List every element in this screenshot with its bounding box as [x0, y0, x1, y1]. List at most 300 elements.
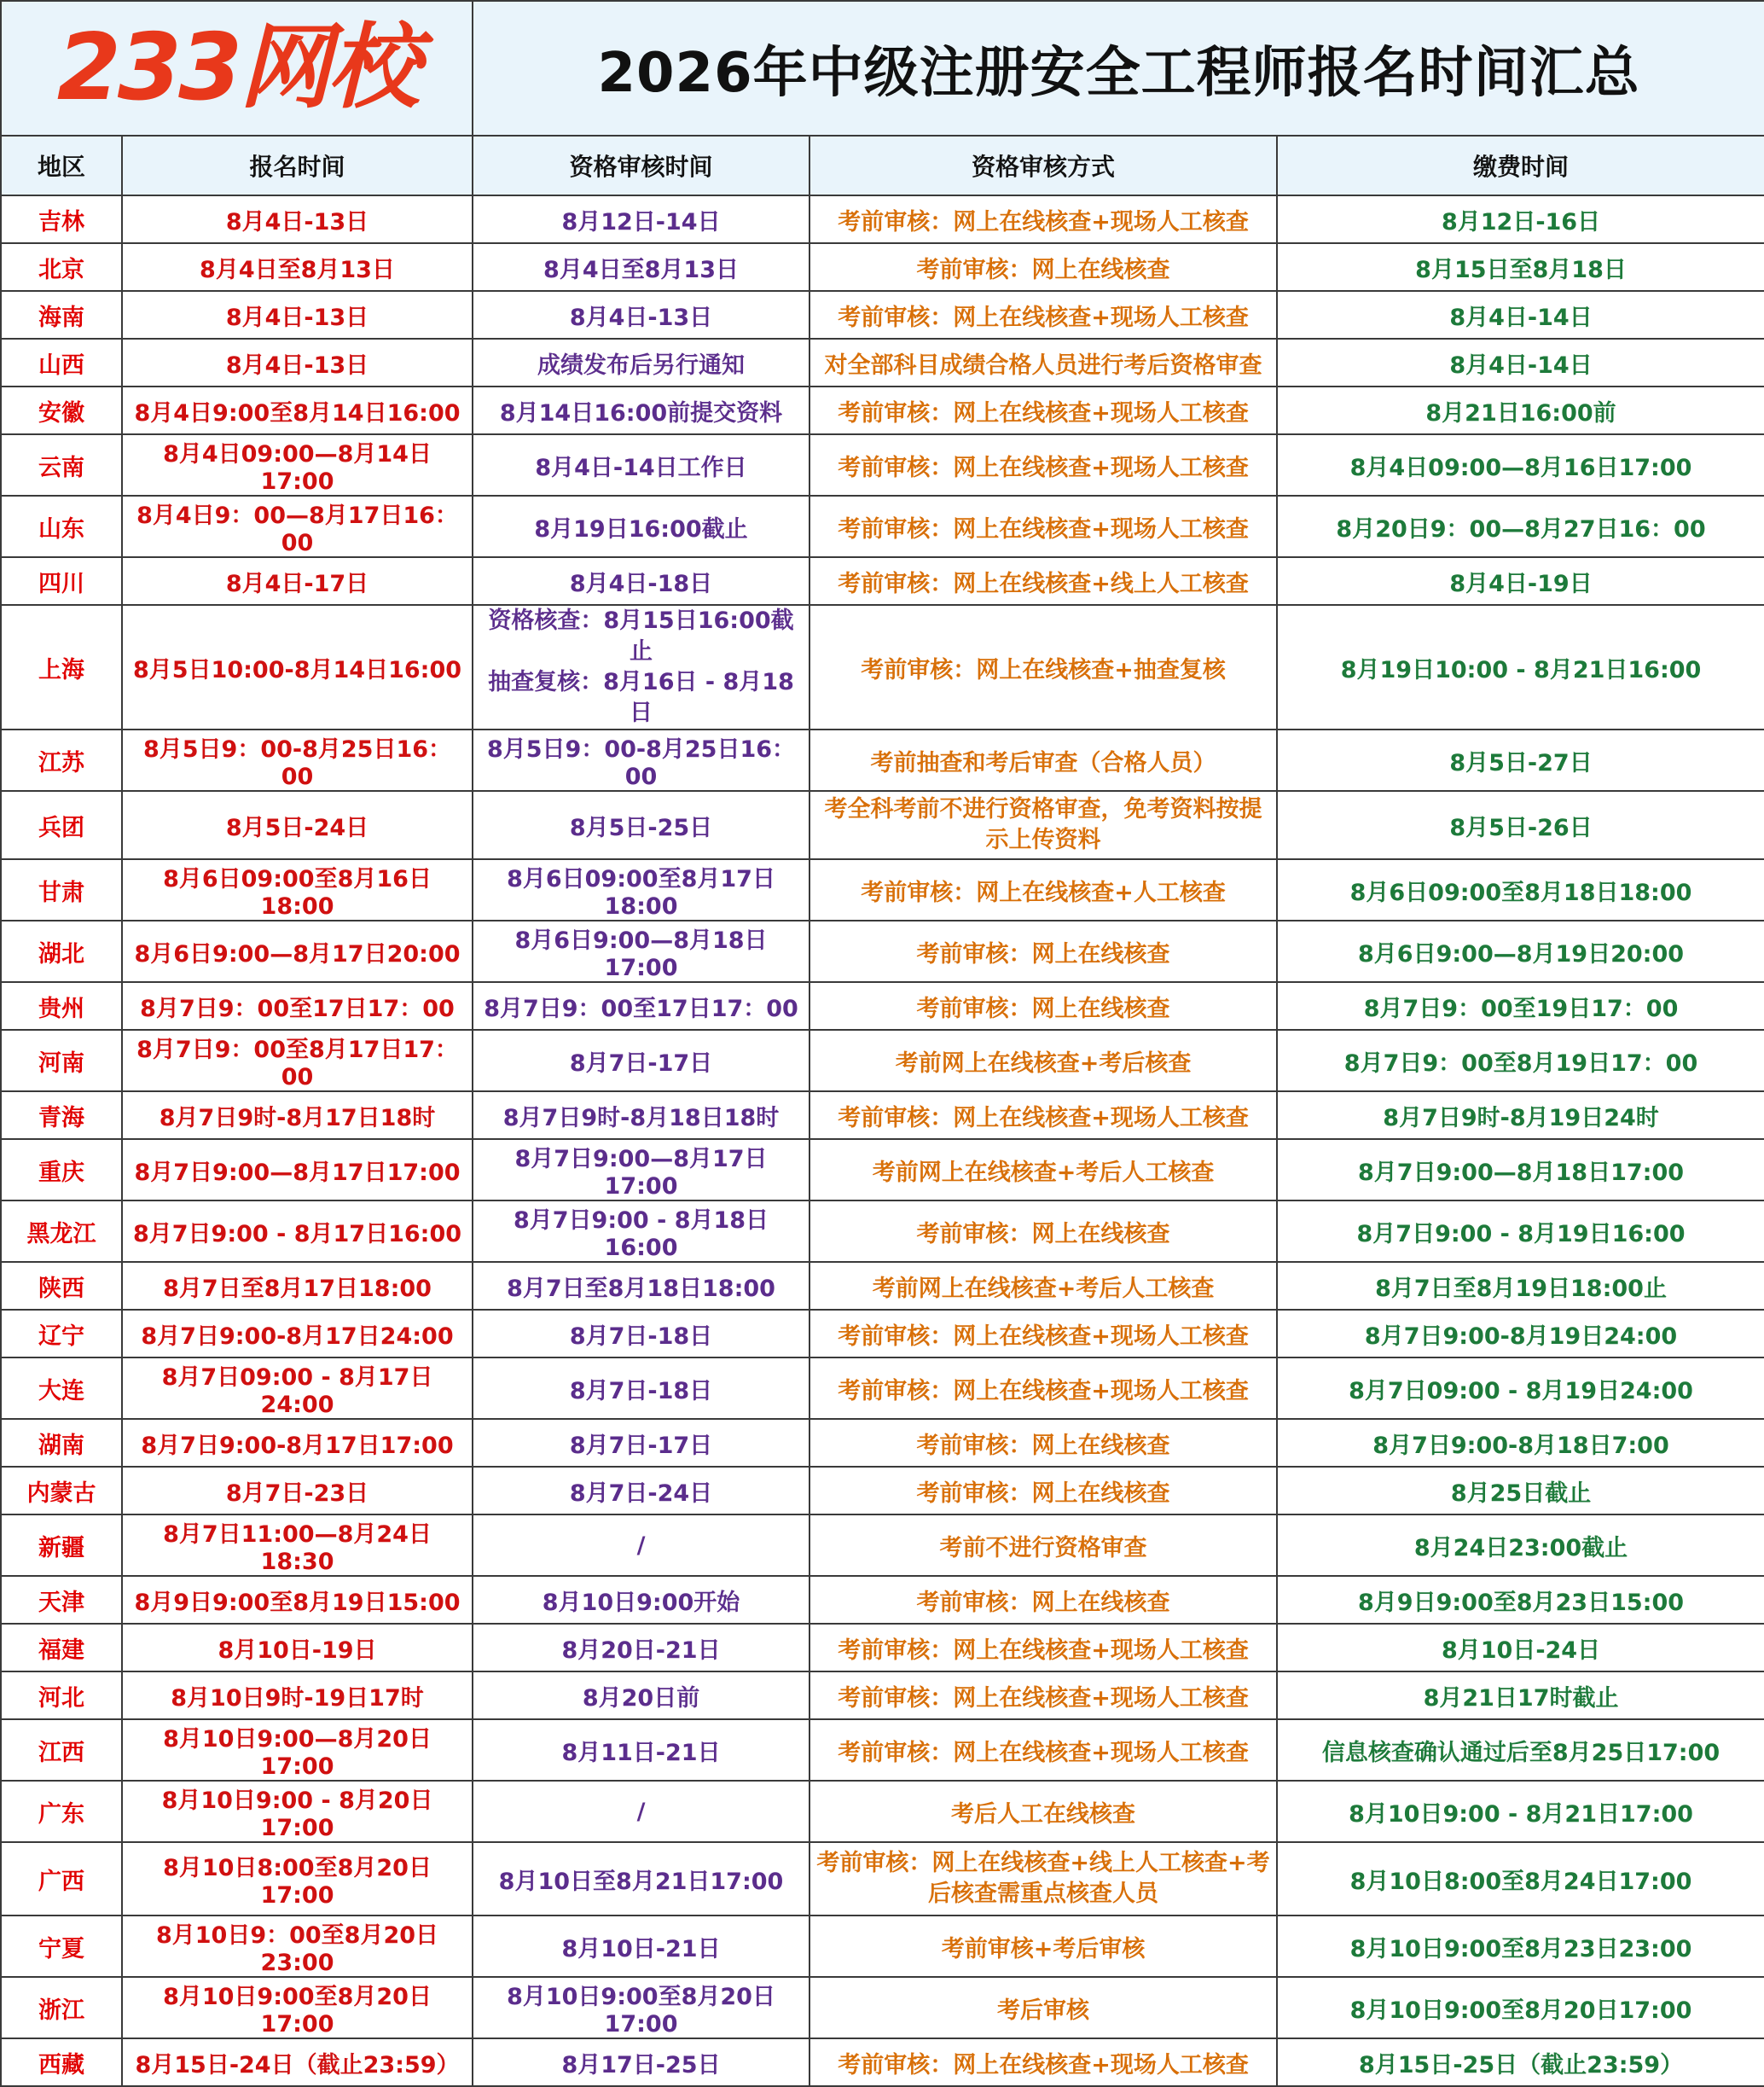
review-method-cell-text: 考前审核：网上在线核查+现场人工核查 — [838, 399, 1249, 427]
review-method-cell-text: 考前网上在线核查+考后核查 — [895, 1049, 1192, 1077]
register-cell — [122, 1419, 473, 1467]
payment-cell — [1277, 291, 1764, 339]
review-time-cell-text: 8月7日9：00至17日17：00 — [484, 995, 798, 1022]
region-cell-text: 黑龙江 — [26, 1220, 96, 1247]
table-row — [1, 1357, 1764, 1419]
review-time-cell-text: 8月7日9:00—8月17日17:00 — [514, 1146, 768, 1200]
review-method-cell-text: 考前审核：网上在线核查+现场人工核查 — [838, 454, 1249, 481]
review-time-cell — [473, 1671, 809, 1719]
payment-cell — [1277, 1514, 1764, 1576]
review-time-cell — [473, 1781, 809, 1842]
review-method-cell-text: 对全部科目成绩合格人员进行考后资格审查 — [824, 352, 1262, 379]
register-cell — [122, 434, 473, 496]
register-cell-text: 8月15日-24日（截止23:59） — [135, 2051, 460, 2078]
review-time-cell-text: 8月10日至8月21日17:00 — [498, 1868, 784, 1895]
region-cell-text: 甘肃 — [38, 879, 84, 906]
register-cell — [122, 1624, 473, 1671]
register-cell-text: 8月7日9:00—8月17日17:00 — [134, 1159, 461, 1186]
payment-cell — [1277, 434, 1764, 496]
table-row — [1, 605, 1764, 730]
register-cell-text: 8月4日09:00—8月14日17:00 — [163, 441, 432, 495]
region-cell — [1, 243, 122, 291]
payment-cell — [1277, 605, 1764, 730]
payment-cell-text: 8月4日09:00—8月16日17:00 — [1349, 454, 1692, 481]
review-time-cell — [473, 1576, 809, 1624]
review-method-cell-text: 考前审核：网上在线核查 — [916, 1589, 1170, 1616]
title-cell — [473, 1, 1764, 136]
region-cell-text: 云南 — [38, 454, 84, 481]
region-cell-text: 广东 — [38, 1800, 84, 1828]
region-cell — [1, 982, 122, 1030]
review-time-cell-text: 8月7日-17日 — [569, 1049, 713, 1077]
table-row — [1, 1091, 1764, 1139]
register-cell-text: 8月10日9:00—8月20日17:00 — [163, 1726, 432, 1780]
register-cell-text: 8月10日9：00至8月20日23:00 — [155, 1922, 439, 1976]
region-cell-text: 湖北 — [38, 940, 84, 968]
region-cell-text: 天津 — [38, 1589, 84, 1616]
review-time-cell-text: 8月6日9:00—8月18日17:00 — [514, 927, 768, 981]
register-cell-text: 8月5日-24日 — [225, 814, 369, 841]
register-cell — [122, 195, 473, 243]
region-cell-text: 河北 — [38, 1684, 84, 1712]
header-review-method: 资格审核方式 — [809, 136, 1277, 195]
table-row — [1, 921, 1764, 982]
table-row — [1, 291, 1764, 339]
review-time-cell — [473, 1514, 809, 1576]
review-time-cell — [473, 921, 809, 982]
table-row — [1, 1467, 1764, 1514]
review-time-cell-text: / — [636, 1798, 646, 1825]
region-cell-text: 江西 — [38, 1739, 84, 1766]
review-method-cell — [809, 339, 1277, 387]
review-time-cell-text: 8月4日至8月13日 — [543, 256, 739, 283]
register-cell-text: 8月10日8:00至8月20日17:00 — [163, 1855, 432, 1909]
review-time-cell — [473, 1091, 809, 1139]
review-method-cell — [809, 730, 1277, 791]
review-method-cell — [809, 1467, 1277, 1514]
region-cell — [1, 921, 122, 982]
region-cell — [1, 557, 122, 605]
payment-cell — [1277, 1262, 1764, 1310]
payment-cell — [1277, 1310, 1764, 1357]
header-row — [1, 136, 1764, 195]
logo: 233网校 — [56, 15, 417, 121]
payment-cell-text: 8月4日-14日 — [1449, 304, 1593, 331]
payment-cell — [1277, 1091, 1764, 1139]
table-row — [1, 1624, 1764, 1671]
review-method-cell — [809, 1091, 1277, 1139]
review-time-cell — [473, 387, 809, 434]
register-cell — [122, 291, 473, 339]
review-time-cell — [473, 195, 809, 243]
region-cell — [1, 1916, 122, 1977]
review-time-cell-text: 8月10日-21日 — [561, 1935, 721, 1962]
region-cell — [1, 1671, 122, 1719]
review-time-cell-text: 8月20日-21日 — [561, 1636, 721, 1664]
review-time-cell-text: 8月5日-25日 — [569, 814, 713, 841]
review-method-cell — [809, 1262, 1277, 1310]
review-time-cell — [473, 1842, 809, 1916]
review-time-cell-text: 8月7日-24日 — [569, 1480, 713, 1507]
register-cell — [122, 1977, 473, 2038]
payment-cell — [1277, 1576, 1764, 1624]
region-cell — [1, 1624, 122, 1671]
payment-cell — [1277, 921, 1764, 982]
review-time-cell-text: 8月4日-13日 — [569, 304, 713, 331]
review-time-cell — [473, 496, 809, 557]
region-cell — [1, 1357, 122, 1419]
review-method-cell-text: 考前审核：网上在线核查+人工核查 — [861, 879, 1226, 906]
review-time-cell-text: 8月7日9:00 - 8月18日16:00 — [513, 1207, 769, 1261]
region-cell-text: 内蒙古 — [26, 1480, 96, 1507]
review-method-cell — [809, 496, 1277, 557]
register-cell-text: 8月7日9：00至8月17日17：00 — [136, 1037, 458, 1090]
review-time-cell-text: 8月7日-17日 — [569, 1432, 713, 1459]
review-method-cell — [809, 557, 1277, 605]
payment-cell-text: 8月7日09:00 - 8月19日24:00 — [1349, 1377, 1693, 1404]
register-cell — [122, 1467, 473, 1514]
register-cell-text: 8月4日-17日 — [225, 570, 369, 597]
header-register: 报名时间 — [122, 136, 473, 195]
review-time-cell — [473, 339, 809, 387]
review-method-cell — [809, 1200, 1277, 1262]
region-cell — [1, 605, 122, 730]
register-cell-text: 8月6日09:00至8月16日18:00 — [163, 866, 432, 920]
region-cell-text: 新疆 — [38, 1534, 84, 1561]
page-title: 2026年中级注册安全工程师报名时间汇总 — [597, 42, 1640, 105]
review-time-cell — [473, 1030, 809, 1091]
payment-cell-text: 8月7日9:00 - 8月19日16:00 — [1356, 1220, 1686, 1247]
table-row — [1, 859, 1764, 921]
region-cell — [1, 291, 122, 339]
review-method-cell-text: 考前审核：网上在线核查+现场人工核查 — [838, 1377, 1249, 1404]
register-cell-text: 8月7日至8月17日18:00 — [163, 1275, 432, 1302]
review-time-cell — [473, 1916, 809, 1977]
review-method-cell-text: 考前审核：网上在线核查+现场人工核查 — [838, 208, 1249, 235]
review-time-cell-text: 8月7日-18日 — [569, 1323, 713, 1350]
region-cell-text: 四川 — [38, 570, 84, 597]
region-cell-text: 浙江 — [38, 1997, 84, 2024]
region-cell-text: 安徽 — [38, 399, 84, 427]
review-time-cell-text: 8月10日9:00至8月20日17:00 — [507, 1984, 775, 2038]
review-time-cell-text: 8月4日-14日工作日 — [535, 454, 747, 481]
review-method-cell — [809, 195, 1277, 243]
region-cell-text: 湖南 — [38, 1432, 84, 1459]
review-method-cell — [809, 859, 1277, 921]
payment-cell-text: 8月10日9:00 - 8月21日17:00 — [1349, 1800, 1693, 1828]
region-cell-text: 陕西 — [38, 1275, 84, 1302]
register-cell-text: 8月4日-13日 — [225, 208, 369, 235]
table-row — [1, 195, 1764, 243]
register-cell-text: 8月7日9:00-8月17日17:00 — [141, 1432, 454, 1459]
review-method-cell-text: 考前网上在线核查+考后人工核查 — [872, 1275, 1215, 1302]
table-row — [1, 1514, 1764, 1576]
review-time-cell-text: 8月7日至8月18日18:00 — [507, 1275, 775, 1302]
review-time-cell-text: 8月20日前 — [582, 1684, 700, 1712]
review-time-cell — [473, 1357, 809, 1419]
payment-cell-text: 8月6日9:00—8月19日20:00 — [1358, 940, 1685, 968]
table-row — [1, 243, 1764, 291]
review-method-cell-text: 考前审核：网上在线核查 — [916, 995, 1170, 1022]
payment-cell — [1277, 339, 1764, 387]
payment-cell-text: 8月7日至8月19日18:00止 — [1375, 1275, 1667, 1302]
register-cell — [122, 1671, 473, 1719]
region-cell — [1, 1467, 122, 1514]
table-row — [1, 1781, 1764, 1842]
payment-cell-text: 8月5日-26日 — [1449, 814, 1593, 841]
table-row — [1, 434, 1764, 496]
register-cell — [122, 496, 473, 557]
table-row — [1, 791, 1764, 859]
review-time-cell-text: 8月5日9：00-8月25日16：00 — [486, 736, 796, 790]
region-cell — [1, 859, 122, 921]
review-time-cell — [473, 434, 809, 496]
register-cell — [122, 982, 473, 1030]
table-row — [1, 1576, 1764, 1624]
register-cell — [122, 1357, 473, 1419]
payment-cell — [1277, 1139, 1764, 1200]
register-cell — [122, 1514, 473, 1576]
region-cell — [1, 1091, 122, 1139]
region-cell-text: 青海 — [38, 1104, 84, 1131]
table-row — [1, 1262, 1764, 1310]
payment-cell — [1277, 1916, 1764, 1977]
review-method-cell-text: 考前审核：网上在线核查+线上人工核查 — [838, 570, 1249, 597]
review-method-cell — [809, 1139, 1277, 1200]
region-cell — [1, 1719, 122, 1781]
review-method-cell — [809, 2038, 1277, 2086]
review-method-cell — [809, 387, 1277, 434]
table-body — [1, 195, 1764, 2086]
payment-cell — [1277, 496, 1764, 557]
review-method-cell-text: 考前不进行资格审查 — [939, 1534, 1147, 1561]
payment-cell-text: 8月10日8:00至8月24日17:00 — [1349, 1868, 1692, 1895]
payment-cell — [1277, 1624, 1764, 1671]
region-cell-text: 山西 — [38, 352, 84, 379]
region-cell-text: 上海 — [38, 656, 84, 683]
region-cell — [1, 1514, 122, 1576]
register-cell — [122, 1091, 473, 1139]
review-method-cell — [809, 1310, 1277, 1357]
table-row — [1, 339, 1764, 387]
payment-cell-text: 8月7日9:00-8月19日24:00 — [1364, 1323, 1678, 1350]
review-method-cell-text: 考前审核：网上在线核查+现场人工核查 — [838, 1323, 1249, 1350]
region-cell-text: 大连 — [38, 1377, 84, 1404]
review-time-cell — [473, 1310, 809, 1357]
review-method-cell-text: 考前审核：网上在线核查 — [916, 1480, 1170, 1507]
region-cell-text: 江苏 — [38, 749, 84, 776]
register-cell — [122, 791, 473, 859]
table-row — [1, 1977, 1764, 2038]
review-method-cell-text: 考后审核 — [997, 1997, 1090, 2024]
review-time-cell — [473, 1419, 809, 1467]
register-cell-text: 8月7日9：00至17日17：00 — [140, 995, 455, 1022]
register-cell-text: 8月10日9:00 - 8月20日17:00 — [161, 1788, 433, 1841]
payment-cell-text: 8月10日9:00至8月20日17:00 — [1349, 1997, 1692, 2024]
payment-cell-text: 8月20日9：00—8月27日16：00 — [1336, 515, 1706, 543]
payment-cell-text: 8月7日9：00至19日17：00 — [1363, 995, 1679, 1022]
payment-cell-text: 8月25日截止 — [1450, 1480, 1592, 1507]
payment-cell — [1277, 859, 1764, 921]
region-cell-text: 宁夏 — [38, 1935, 84, 1962]
review-method-cell-text: 考前审核：网上在线核查 — [916, 1220, 1170, 1247]
region-cell — [1, 1576, 122, 1624]
review-time-cell — [473, 243, 809, 291]
register-cell — [122, 859, 473, 921]
register-cell — [122, 339, 473, 387]
register-cell-text: 8月4日至8月13日 — [200, 256, 395, 283]
review-time-cell-text-line2: 抽查复核：8月16日 - 8月18日 — [488, 669, 794, 726]
register-cell-text: 8月7日09:00 - 8月17日24:00 — [161, 1364, 433, 1418]
review-method-cell — [809, 1624, 1277, 1671]
payment-cell-text: 8月21日17时截止 — [1423, 1684, 1619, 1712]
review-method-cell — [809, 1576, 1277, 1624]
region-cell — [1, 496, 122, 557]
review-time-cell — [473, 1624, 809, 1671]
region-cell — [1, 791, 122, 859]
table-row — [1, 730, 1764, 791]
register-cell — [122, 557, 473, 605]
region-cell — [1, 1200, 122, 1262]
region-cell — [1, 387, 122, 434]
table-row — [1, 1719, 1764, 1781]
register-cell — [122, 1576, 473, 1624]
review-method-cell — [809, 1781, 1277, 1842]
register-cell — [122, 1781, 473, 1842]
region-cell — [1, 1842, 122, 1916]
region-cell-text: 北京 — [38, 256, 84, 283]
review-method-cell — [809, 605, 1277, 730]
region-cell — [1, 195, 122, 243]
region-cell-text: 兵团 — [38, 814, 84, 841]
region-cell-text: 贵州 — [38, 995, 84, 1022]
register-cell — [122, 1916, 473, 1977]
header-payment: 缴费时间 — [1277, 136, 1764, 195]
payment-cell-text: 8月9日9:00至8月23日15:00 — [1358, 1589, 1685, 1616]
review-method-cell — [809, 434, 1277, 496]
review-time-cell-text: 8月11日-21日 — [561, 1739, 721, 1766]
region-cell-text: 重庆 — [38, 1159, 84, 1186]
register-cell-text: 8月5日9：00-8月25日16：00 — [142, 736, 452, 790]
table-row — [1, 1842, 1764, 1916]
review-time-cell-text: / — [636, 1532, 646, 1559]
review-method-cell-text: 考前审核：网上在线核查+现场人工核查 — [838, 2051, 1249, 2078]
region-cell-text: 西藏 — [38, 2051, 84, 2078]
region-cell-text: 辽宁 — [38, 1323, 84, 1350]
payment-cell — [1277, 387, 1764, 434]
region-cell — [1, 1977, 122, 2038]
register-cell-text: 8月4日-13日 — [225, 304, 369, 331]
region-cell-text: 吉林 — [38, 208, 84, 235]
region-cell-text: 山东 — [38, 515, 84, 543]
region-cell — [1, 1419, 122, 1467]
payment-cell-text: 信息核查确认通过后至8月25日17:00 — [1321, 1739, 1720, 1766]
review-time-cell — [473, 2038, 809, 2086]
review-time-cell — [473, 730, 809, 791]
register-cell-text: 8月6日9:00—8月17日20:00 — [134, 940, 461, 968]
region-cell-text: 广西 — [38, 1868, 84, 1895]
register-cell-text: 8月7日11:00—8月24日18:30 — [163, 1521, 432, 1575]
payment-cell-text: 8月10日9:00至8月23日23:00 — [1349, 1935, 1692, 1962]
review-method-cell-text: 考前审核：网上在线核查+现场人工核查 — [838, 1636, 1249, 1664]
review-method-cell-text: 考前审核：网上在线核查+现场人工核查 — [838, 1684, 1249, 1712]
register-cell — [122, 730, 473, 791]
region-cell — [1, 730, 122, 791]
review-time-cell — [473, 859, 809, 921]
review-time-cell-text: 8月6日09:00至8月17日18:00 — [507, 866, 775, 920]
table-row — [1, 1671, 1764, 1719]
payment-cell-text: 8月4日-14日 — [1449, 352, 1593, 379]
review-time-cell — [473, 605, 809, 730]
payment-cell-text: 8月10日-24日 — [1441, 1636, 1601, 1664]
review-method-cell-text: 考前审核：网上在线核查+现场人工核查 — [838, 515, 1249, 543]
review-time-cell — [473, 291, 809, 339]
region-cell — [1, 2038, 122, 2086]
review-method-cell-text: 考前审核+考后审核 — [941, 1935, 1146, 1962]
region-cell-text: 河南 — [38, 1049, 84, 1077]
table-row — [1, 1139, 1764, 1200]
payment-cell-text: 8月12日-16日 — [1441, 208, 1601, 235]
logo-cell — [1, 1, 473, 136]
review-method-cell — [809, 243, 1277, 291]
register-cell — [122, 1030, 473, 1091]
table-row — [1, 1916, 1764, 1977]
register-cell-text: 8月7日9:00-8月17日24:00 — [141, 1323, 454, 1350]
register-cell — [122, 1719, 473, 1781]
payment-cell — [1277, 1467, 1764, 1514]
review-time-cell-text: 8月12日-14日 — [561, 208, 721, 235]
review-method-cell — [809, 291, 1277, 339]
review-method-cell — [809, 791, 1277, 859]
register-cell — [122, 605, 473, 730]
review-method-cell-text: 考前审核：网上在线核查 — [916, 940, 1170, 968]
register-cell-text: 8月7日9:00 - 8月17日16:00 — [132, 1220, 462, 1247]
review-method-cell — [809, 1419, 1277, 1467]
register-cell — [122, 1262, 473, 1310]
register-cell-text: 8月9日9:00至8月19日15:00 — [134, 1589, 461, 1616]
register-cell-text: 8月4日-13日 — [225, 352, 369, 379]
payment-cell — [1277, 1671, 1764, 1719]
review-method-cell-text: 考前审核：网上在线核查+现场人工核查 — [838, 304, 1249, 331]
region-cell-text: 海南 — [38, 304, 84, 331]
payment-cell — [1277, 1842, 1764, 1916]
review-time-cell — [473, 982, 809, 1030]
register-cell — [122, 921, 473, 982]
review-time-cell — [473, 1467, 809, 1514]
payment-cell-text: 8月7日9:00—8月18日17:00 — [1358, 1159, 1685, 1186]
table-row — [1, 1200, 1764, 1262]
payment-cell-text: 8月7日9：00至8月19日17：00 — [1343, 1049, 1698, 1077]
payment-cell — [1277, 243, 1764, 291]
payment-cell-text: 8月7日9时-8月19日24时 — [1383, 1104, 1659, 1131]
payment-cell-text: 8月15日-25日（截止23:59） — [1358, 2051, 1684, 2078]
register-cell — [122, 1310, 473, 1357]
header-region: 地区 — [1, 136, 122, 195]
register-cell-text: 8月10日9时-19日17时 — [171, 1684, 424, 1712]
payment-cell — [1277, 1419, 1764, 1467]
review-time-cell — [473, 1977, 809, 2038]
register-cell — [122, 1139, 473, 1200]
region-cell — [1, 1310, 122, 1357]
register-cell-text: 8月4日9：00—8月17日16：00 — [136, 503, 458, 556]
register-cell-text: 8月7日9时-8月17日18时 — [159, 1104, 436, 1131]
review-method-cell — [809, 1671, 1277, 1719]
review-method-cell-text: 考前网上在线核查+考后人工核查 — [872, 1159, 1215, 1186]
register-cell-text: 8月7日-23日 — [225, 1480, 369, 1507]
review-time-cell — [473, 791, 809, 859]
review-method-cell-text: 考前审核：网上在线核查+现场人工核查 — [838, 1104, 1249, 1131]
review-method-cell-text: 考全科考前不进行资格审查，免考资料按提 — [824, 796, 1262, 823]
